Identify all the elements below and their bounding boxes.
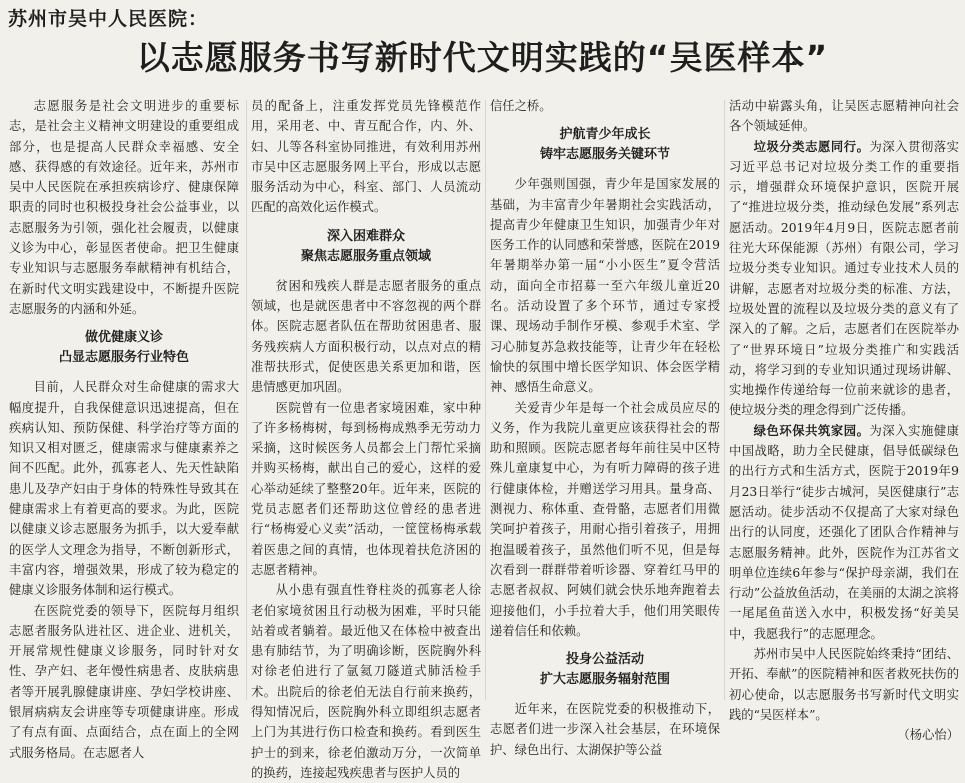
paragraph: 关爱青少年是每一个社会成员应尽的义务，作为我院儿童更应该获得社会的帮助和照顾。医院志愿者每年前往吴中区特殊儿童康复中心，为有听力障碍的孩子进行健康体检，并赠送学习用具。量身高、测视力、称体重、查骨骼，志愿者们用微笑呵护着孩子，用耐心指引着孩子，用拥抱温暖着孩子，虽然他们听不见，但是每次看到一群群带着听诊器、穿着红马甲的志愿者叔叔、阿姨们就会快乐地奔跑着去迎接他们，小手拉着大手，他们用笑眼传递着信任和依赖。 <box>490 400 720 638</box>
paragraph: 少年强则国强，青少年是国家发展的基础，为丰富青少年暑期社会实践活动，提高青少年健康卫生知识，加强青少年对医务工作的认同感和荣誉感，医院在2019年暑期举办第一届“小小医生”夏令营活动，面向全市招募一至六年级儿童近20名。活动设置了多个环节，通过专家授课、现场动手制作牙模、参观手术室、学习心肺复苏急救技能等，让青少年在轻松愉快的氛围中增长医学知识、体会医学精神、感悟生命意义。 <box>490 177 720 395</box>
paragraph: 员的配备上，注重发挥党员先锋模范作用，采用老、中、青互配合作，内、外、妇、儿等各科室协同推进，有效利用苏州市吴中区志愿服务网上平台，形成以志愿服务活动为中心，科室、部门、人员流动匹配的高效化运作模式。 <box>251 99 481 215</box>
paragraph <box>729 137 959 421</box>
paragraph: 医院曾有一位患者家境困难，家中种了许多杨梅树，每到杨梅成熟季无劳动力采摘，这时候医务人员都会上门帮忙采摘并购买杨梅，献出自己的爱心，这样的爱心举动延续了整整20年。近年来，医院的党员志愿者们还帮助这位曾经的患者进行“杨梅爱心义卖”活动，一筐筐杨梅承载着医患之间的真情，也体现着扶危济困的志愿者精神。 <box>251 400 481 577</box>
headline: 以志愿服务书写新时代文明实践的“吴医样本” <box>136 38 829 77</box>
subheading: 聚焦志愿服务重点领域 <box>300 248 431 264</box>
paragraph-text: 为深入贯彻落实习近平总书记对垃圾分类工作的重要指示，增强群众环境保护意识，医院开展了“推进垃圾分类，推动绿色发展”系列志愿活动。2019年4月9日，医院志愿者前往光大环保能源（苏州）有限公司，学习垃圾分类专业知识。通过专业技术人员的讲解，志愿者对垃圾分类的标准、方法，垃圾处置的流程以及垃圾分类的意义有了深入的了解。之后，志愿者们在医院举办了“世界环境日”垃圾分类推广和实践活动，将学习到的专业知识通过现场讲解、实地操作传递给每一位前来就诊的患者，使垃圾分类的理念得到广泛传播。 <box>729 139 959 418</box>
column-rule <box>485 100 486 700</box>
column-2 <box>251 96 481 780</box>
subheading: 投身公益活动 <box>565 652 644 668</box>
lead-in-bold: 垃圾分类志愿同行。 <box>753 139 870 154</box>
column-4 <box>729 96 959 743</box>
paragraph: 贫困和残疾人群是志愿者服务的重点领域，也是就医患者中不容忽视的两个群体。医院志愿者队伍在帮助贫困患者、服务残疾病人方面积极行动，以点对点的精准帮扶形式，促使医患关系更加和谐，医患情感更加巩固。 <box>251 278 481 395</box>
paragraph: 志愿服务是社会文明进步的重要标志，是社会主义精神文明建设的重要组成部分，也是提高人民群众幸福感、安全感、获得感的有效途径。近年来，苏州市吴中人民医院在承担疾病诊疗、健康保障职责的同时也积极投身社会公益事业，以志愿服务为引领，强化社会履责，以健康义诊为中心，彰显医者使命。把卫生健康专业知识与志愿服务奉献精神有机结合，在新时代文明实践建设中，不断提升医院志愿服务的内涵和外延。 <box>9 99 239 316</box>
subheading: 护航青少年成长 <box>559 127 651 143</box>
subheading: 深入困难群众 <box>326 228 405 244</box>
subheading: 扩大志愿服务辐射范围 <box>539 672 670 688</box>
kicker: 苏州市吴中人民医院： <box>8 8 209 30</box>
paragraph: 苏州市吴中人民医院始终秉持“团结、开拓、奉献”的医院精神和医者救死扶伤的初心使命，以志愿服务书写新时代文明实践的“吴医样本”。 <box>729 647 959 722</box>
lead-in-bold: 绿色环保共筑家园。 <box>753 423 870 438</box>
paragraph-text: 为深入实施健康中国战略，助力全民健康，倡导低碳绿色的出行方式和生活方式，医院于2019年9月23日举行“徒步古城河，吴医健康行”志愿活动。徒步活动不仅提高了大家对绿色出行的认同度，还强化了团队合作精神与志愿服务精神。此外，医院作为江苏省文明单位连续6年参与“保护母亲湖，我们在行动”公益放鱼活动，在美丽的太湖之滨将一尾尾鱼苗送入水中，积极发扬“好美吴中，我愿我行”的志愿理念。 <box>729 423 959 641</box>
column-rule <box>246 100 247 700</box>
paragraph: 目前，人民群众对生命健康的需求大幅度提升，自我保健意识迅速提高，但在疾病认知、预防保健、科学治疗等方面的知识又相对匮乏，健康需求与健康素养之间不匹配。此外，孤寡老人、先天性缺陷患儿及孕产妇由于身体的特殊性导致其在健康需求上有着更高的要求。为此，医院以健康义诊志愿服务为抓手，以大爱奉献的医学人文理念为指导，不断创新形式，丰富内容，增强效果，形成了较为稳定的健康义诊服务体制和运行模式。 <box>9 380 239 598</box>
paragraph: 在医院党委的领导下，医院每月组织志愿者服务队进社区、进企业、进机关，开展常规性健康义诊服务，同时针对女性、孕产妇、老年慢性病患者、皮肤病患者等开展乳腺健康讲座、孕妇学校讲座、银屑病病友会讲座等专项健康讲座。形成了有点有面、点面结合，点在面上的全网式服务格局。在志愿者人 <box>9 603 239 760</box>
column-3 <box>490 96 720 757</box>
paragraph: 近年来，在医院党委的积极推动下，志愿者们进一步深入社会基层，在环境保护、绿色出行、太湖保护等公益 <box>490 702 720 757</box>
subheading: 铸牢志愿服务关键环节 <box>539 147 670 163</box>
paragraph: 从小患有强直性脊柱炎的孤寡老人徐老伯家境贫困且行动极为困难，平时只能站着或者躺着。最近他又在体检中被查出患有肺结节，为了明确诊断，医院胸外科对徐老伯进行了氩氦刀隧道式肺活检手术。出院后的徐老伯无法自行前来换药，得知情况后，医院胸外科立即组织志愿者上门为其进行伤口检查和换药。看到医生护士的到来，徐老伯激动万分，一次简单的换药，连接起残疾患者与医护人员的 <box>251 583 481 780</box>
subheading: 做优健康义诊 <box>84 330 163 346</box>
subheading: 凸显志愿服务行业特色 <box>58 350 189 366</box>
paragraph: 活动中崭露头角，让吴医志愿精神向社会各个领域延伸。 <box>729 99 959 134</box>
column-1 <box>9 96 239 760</box>
paragraph <box>729 421 959 644</box>
column-rule <box>724 100 725 700</box>
paragraph: 信任之桥。 <box>490 99 552 113</box>
byline: （杨心怡） <box>897 728 959 743</box>
